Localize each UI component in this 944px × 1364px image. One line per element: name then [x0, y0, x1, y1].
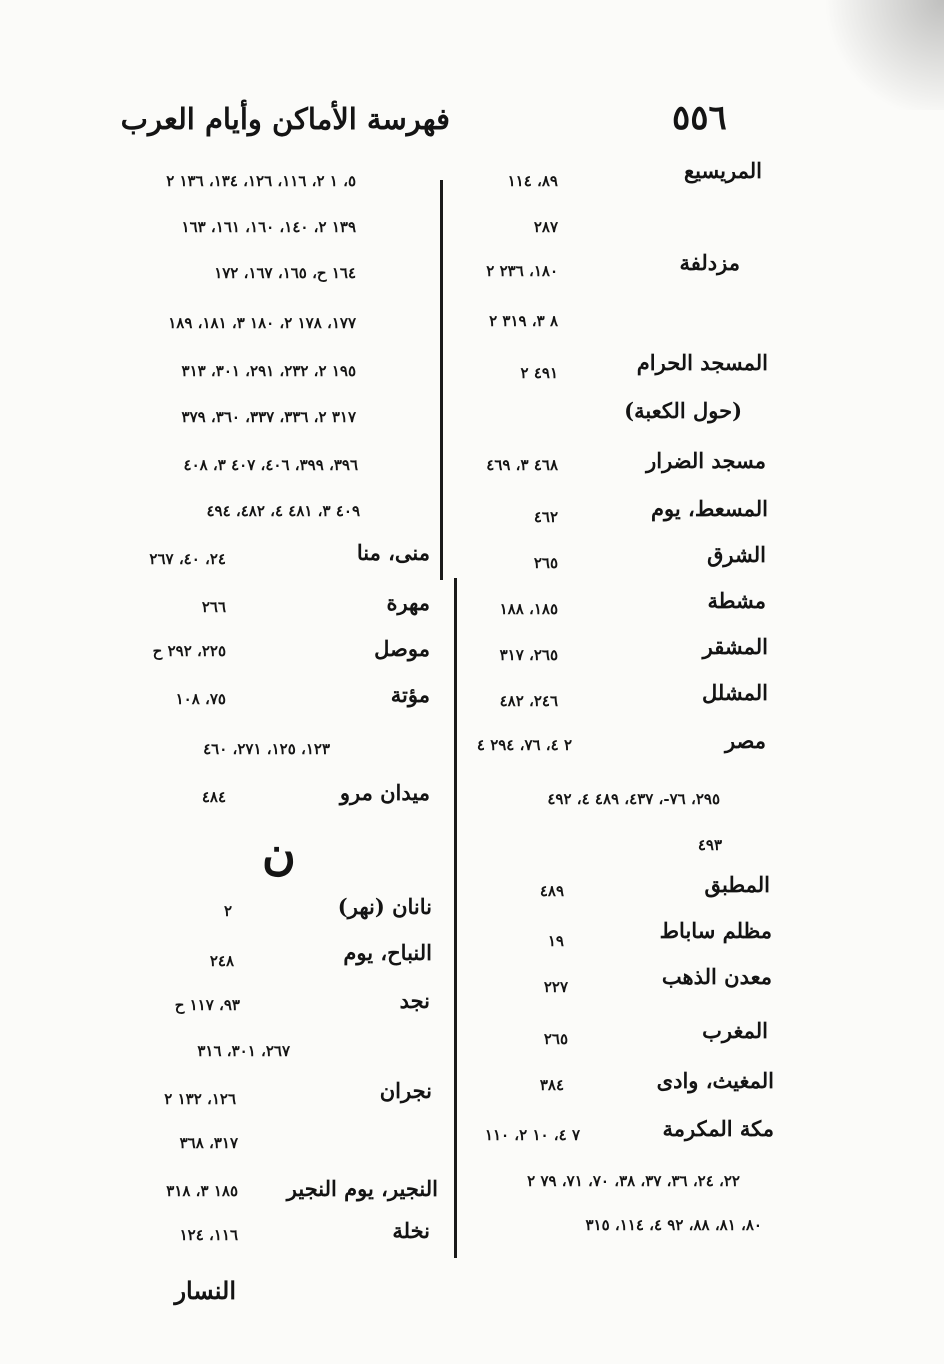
entry-pages: ٢٦٥ [543, 1030, 568, 1048]
entry-name: موصل [374, 636, 430, 661]
entry-name: المغيث، وادى [656, 1068, 774, 1093]
section-letter: ن [262, 826, 296, 880]
entry-name: المسعط، يوم [651, 496, 768, 521]
entry-pages: ٢٢٥، ٢٩٢ ح [152, 642, 226, 660]
column-rule-upper [440, 180, 443, 580]
entry-name: النجير، يوم النجير [286, 1176, 438, 1201]
entry-name: مهرة [386, 590, 430, 615]
entry-name: مشطة [707, 588, 766, 613]
entry-name: نخلة [392, 1218, 430, 1243]
entry-pages: ٣٨٤ [539, 1076, 564, 1094]
entry-pages: ٢٩٥، ٧٦-، ٤٣٧، ٤٨٩ ٤، ٤٩٢ [547, 790, 720, 808]
entry-pages: ٨٠، ٨١، ٨٨، ٩٢ ٤، ١١٤، ٣١٥ [585, 1216, 762, 1234]
page-title: فهرسة الأماكن وأيام العرب [120, 102, 450, 136]
entry-pages: ٢ [223, 902, 232, 920]
entry-pages: ٢ ٤، ٧٦، ٢٩٤ ٤ [476, 736, 572, 754]
entry-name: النباح، يوم [343, 940, 432, 965]
entry-name: نانان (نهر) [337, 894, 432, 919]
entry-name: معدن الذهب [661, 964, 772, 989]
entry-pages: ١٣٩ ٢، ١٤٠، ١٦٠، ١٦١، ١٦٣ [181, 218, 356, 236]
entry-pages: ١١٦، ١٢٤ [179, 1226, 238, 1244]
entry-pages: ٤٦٨ ٣، ٤٦٩ [486, 456, 558, 474]
entry-pages: ٤٠٩ ٣، ٤٨١ ٤، ٤٨٢، ٤٩٤ [206, 502, 360, 520]
entry-pages: ٣١٧ ٢، ٣٣٦، ٣٣٧، ٣٦٠، ٣٧٩ [181, 408, 356, 426]
entry-pages: ٥، ١ ٢، ١١٦، ١٢٦، ١٣٤، ١٣٦ ٢ [166, 172, 356, 190]
entry-pages: ١٢٣، ١٢٥، ٢٧١، ٤٦٠ [203, 740, 330, 758]
entry-name: مصر [724, 728, 766, 753]
entry-pages: ١٦٤ ح، ١٦٥، ١٦٧، ١٧٢ [214, 264, 356, 282]
entry-name: مظلم ساباط [659, 918, 772, 943]
entry-pages: ٢٦٧، ٣٠١، ٣١٦ [197, 1042, 290, 1060]
entry-pages: ٢٢، ٢٤، ٣٦، ٣٧، ٣٨، ٧٠، ٧١، ٧٩ ٢ [527, 1172, 740, 1190]
entry-name: المغرب [702, 1018, 768, 1043]
entry-pages: ١٨٥، ١٨٨ [499, 600, 558, 618]
entry-name: منى، منا [356, 540, 430, 565]
entry-name: مزدلفة [679, 250, 740, 275]
entry-pages: ٢٤٦، ٤٨٢ [499, 692, 558, 710]
entry-name: المسجد الحرام [636, 350, 768, 375]
entry-name: نجد [399, 988, 430, 1013]
entry-name: مؤتة [390, 682, 430, 707]
entry-pages: ١٨٥ ٣، ٣١٨ [166, 1182, 238, 1200]
entry-name: الشرق [707, 542, 766, 567]
entry-pages: ١٧٧، ١٧٨ ٢، ١٨٠ ٣، ١٨١، ١٨٩ [168, 314, 356, 332]
entry-name: (حول الكعبة) [624, 398, 742, 423]
entry-pages: ٣٩٦، ٣٩٩، ٤٠٦، ٤٠٧ ٣، ٤٠٨ [183, 456, 358, 474]
entry-pages: ٢٦٦ [201, 598, 226, 616]
entry-pages: ٨ ٣، ٣١٩ ٢ [489, 312, 558, 330]
entry-pages: ٧ ٤، ١٠ ٢، ١١٠ [484, 1126, 580, 1144]
entry-pages: ١٨٠، ٢٣٦ ٢ [486, 262, 558, 280]
entry-pages: ٢٢٧ [543, 978, 568, 996]
entry-name: مسجد الضرار [646, 448, 766, 473]
entry-pages: ٤٨٤ [201, 788, 226, 806]
entry-pages: ١٩٥ ٢، ٢٣٢، ٢٩١، ٣٠١، ٣١٣ [181, 362, 356, 380]
entry-pages: ١٩ [547, 932, 564, 950]
entry-pages: ٤٦٢ [533, 508, 558, 526]
entry-name: النسار [174, 1276, 236, 1305]
entry-pages: ٨٩، ١١٤ [507, 172, 558, 190]
entry-name: المطبق [704, 872, 770, 897]
page-number: ٥٥٦ [672, 98, 727, 138]
entry-pages: ١٢٦، ١٣٢ ٢ [164, 1090, 236, 1108]
entry-pages: ٧٥، ١٠٨ [175, 690, 226, 708]
entry-name: المريسيع [683, 158, 762, 183]
entry-pages: ٢٨٧ [533, 218, 558, 236]
entry-pages: ٣١٧، ٣٦٨ [179, 1134, 238, 1152]
entry-pages: ٢٦٥، ٣١٧ [499, 646, 558, 664]
scan-noise [814, 0, 944, 110]
entry-name: المشقر [702, 634, 768, 659]
entry-pages: ٤٩٣ [697, 836, 722, 854]
column-rule-lower [454, 578, 457, 1258]
entry-name: نجران [379, 1078, 432, 1103]
entry-pages: ٤٨٩ [539, 882, 564, 900]
entry-name: المشلل [702, 680, 768, 705]
entry-name: مكة المكرمة [662, 1116, 774, 1141]
entry-pages: ٢٦٥ [533, 554, 558, 572]
entry-pages: ٢٤، ٤٠، ٢٦٧ [149, 550, 226, 568]
entry-name: ميدان مرو [339, 780, 430, 805]
entry-pages: ٢٤٨ [209, 952, 234, 970]
entry-pages: ٤٩١ ٢ [520, 364, 558, 382]
entry-pages: ٩٣، ١١٧ ح [174, 996, 240, 1014]
